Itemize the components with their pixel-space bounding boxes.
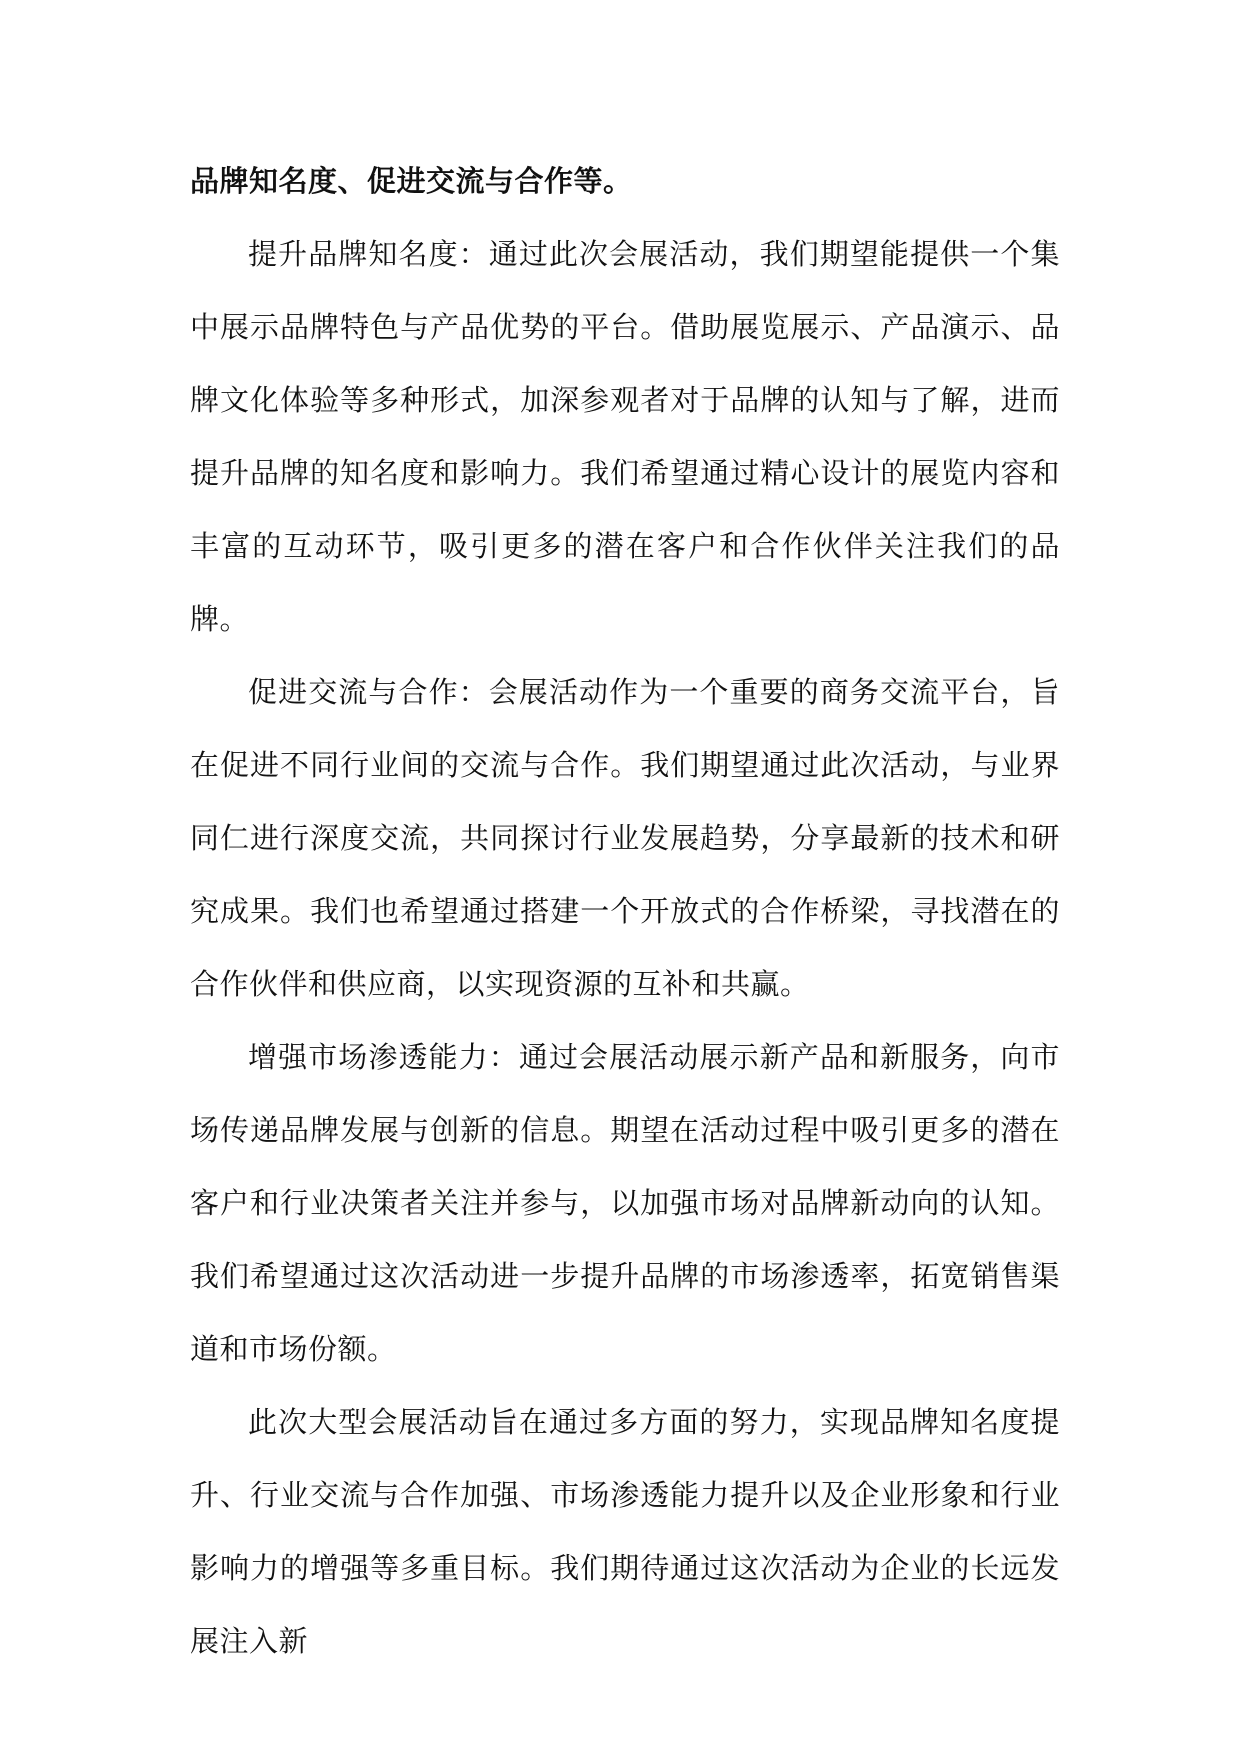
document-body bbox=[190, 145, 1060, 1678]
paragraph-exchange-cooperation: 促进交流与合作：会展活动作为一个重要的商务交流平台，旨在促进不同行业间的交流与合作。我们期望通过此次活动，与业界同仁进行深度交流，共同探讨行业发展趋势，分享最新的技术和研究成果。我们也希望通过搭建一个开放式的合作桥梁，寻找潜在的合作伙伴和供应商，以实现资源的互补和共赢。 bbox=[190, 675, 1060, 1001]
heading-fragment: 品牌知名度、促进交流与合作等。 bbox=[190, 164, 633, 198]
paragraph-brand-awareness: 提升品牌知名度：通过此次会展活动，我们期望能提供一个集中展示品牌特色与产品优势的平台。借助展览展示、产品演示、品牌文化体验等多种形式，加深参观者对于品牌的认知与了解，进而提升品牌的知名度和影响力。我们希望通过精心设计的展览内容和丰富的互动环节，吸引更多的潜在客户和合作伙伴关注我们的品牌。 bbox=[190, 237, 1060, 636]
paragraph-market-penetration: 增强市场渗透能力：通过会展活动展示新产品和新服务，向市场传递品牌发展与创新的信息。期望在活动过程中吸引更多的潜在客户和行业决策者关注并参与，以加强市场对品牌新动向的认知。我们希望通过这次活动进一步提升品牌的市场渗透率，拓宽销售渠道和市场份额。 bbox=[190, 1040, 1060, 1366]
paragraph-summary: 此次大型会展活动旨在通过多方面的努力，实现品牌知名度提升、行业交流与合作加强、市场渗透能力提升以及企业形象和行业影响力的增强等多重目标。我们期待通过这次活动为企业的长远发展注入新 bbox=[190, 1405, 1060, 1658]
